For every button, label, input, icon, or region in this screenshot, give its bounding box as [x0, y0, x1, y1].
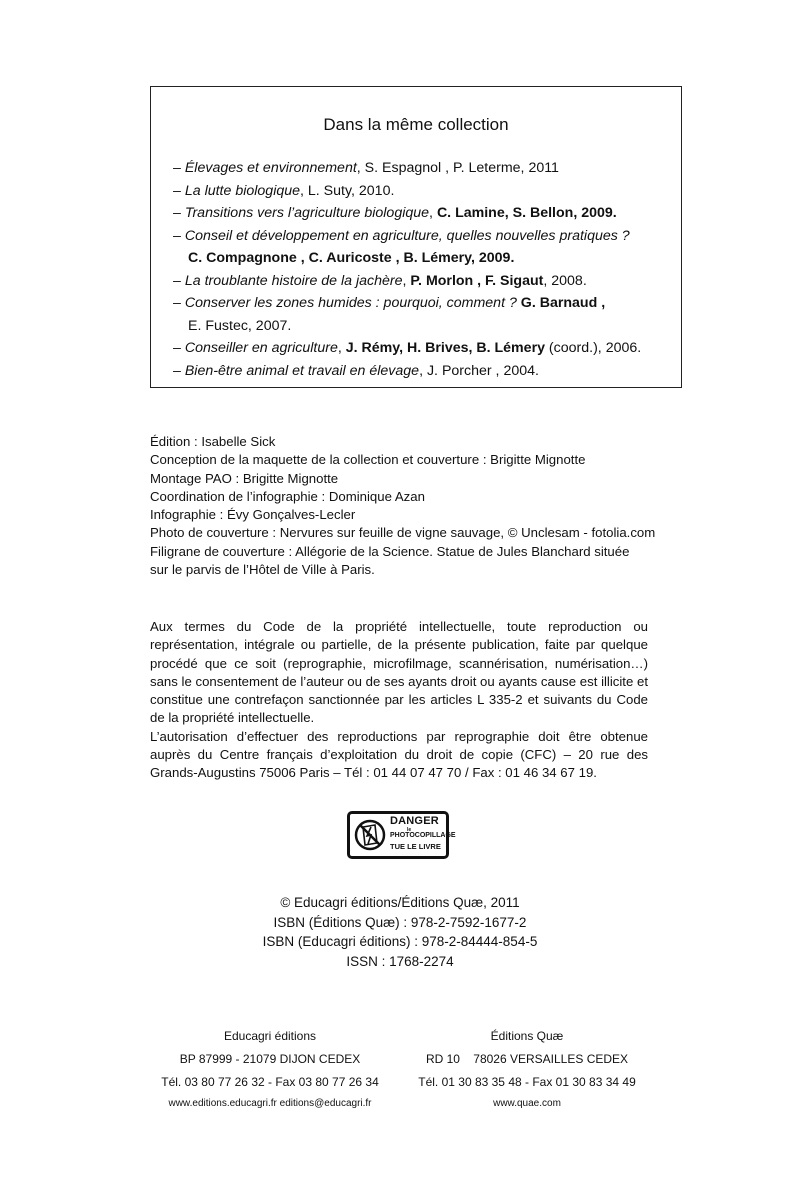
- publisher-address: BP 87999 - 21079 DIJON CEDEX: [179, 1052, 361, 1066]
- book-title: Conseiller en agriculture: [184, 340, 338, 356]
- logo-danger: DANGER: [390, 815, 439, 827]
- isbn-educagri: ISBN (Educagri éditions) : 978-2-84444-854-5: [262, 934, 538, 949]
- legal-notice: [150, 618, 648, 783]
- collection-list: [173, 157, 671, 382]
- publisher-name: Éditions Quæ: [490, 1029, 564, 1043]
- copyright-line: © Educagri éditions/Éditions Quæ, 2011: [280, 895, 520, 910]
- collection-item: – Bien-être animal et travail en élevage, J. Porcher , 2004.: [173, 362, 539, 379]
- collection-item: – Conseiller en agriculture, J. Rémy, H. Brives, B. Lémery (coord.), 2006.: [173, 340, 642, 356]
- book-title: Élevages et environnement: [184, 160, 357, 176]
- book-title: Conseil et développement en agriculture, quelles nouvelles pratiques ?: [184, 227, 630, 244]
- book-title: Bien-être animal et travail en élevage: [184, 362, 420, 379]
- book-lightning-icon: [354, 818, 386, 852]
- book-title: Transitions vers l’agriculture biologique: [184, 205, 430, 221]
- collection-box: [150, 86, 682, 388]
- collection-item: – Élevages et environnement, S. Espagnol , P. Leterme, 2011: [173, 160, 559, 176]
- book-title: Conserver les zones humides : pourquoi, comment ?: [184, 295, 517, 311]
- credit-line: Montage PAO : Brigitte Mignotte: [150, 470, 339, 486]
- publisher-educagri: [140, 1025, 400, 1111]
- issn: ISSN : 1768-2274: [346, 953, 454, 969]
- copyright-block: [230, 893, 570, 971]
- edition-credits: [150, 433, 656, 579]
- credit-line: Filigrane de couverture : Allégorie de la Science. Statue de Jules Blanchard située: [150, 543, 630, 559]
- credit-line: Infographie : Évy Gonçalves-Lecler: [150, 507, 356, 523]
- publisher-web[interactable]: www.editions.educagri.fr editions@educagri.fr: [168, 1098, 372, 1109]
- collection-item: – La lutte biologique, L. Suty, 2010.: [173, 182, 395, 199]
- publisher-phone: Tél. 01 30 83 35 48 - Fax 01 30 83 34 49: [418, 1075, 636, 1089]
- credit-line: Édition : Isabelle Sick: [150, 434, 276, 449]
- collection-item: – Transitions vers l’agriculture biologique, C. Lamine, S. Bellon, 2009.: [173, 205, 617, 221]
- credit-line: Coordination de l’infographie : Dominique Azan: [150, 488, 425, 504]
- credit-line: sur le parvis de l’Hôtel de Ville à Paris.: [150, 562, 375, 578]
- collection-item: – Conseil et développement en agriculture, quelles nouvelles pratiques ? C. Compagnone , C. Auricoste , B. Lémery, 2009.: [173, 227, 630, 266]
- collection-title: Dans la même collection: [323, 115, 509, 134]
- legal-paragraph: L’autorisation d’effectuer des reproductions par reprographie doit être obtenue auprès du Centre français d’exploitation du droit de copie (CFC) – 20 rue des Grands-Augustins 75006 Paris – Tél : 01 44 07 47 70 / Fax : 01 46 34 67 19.: [150, 728, 648, 781]
- credit-line: Photo de couverture : Nervures sur feuille de vigne sauvage, © Unclesam - fotolia.com: [150, 525, 656, 541]
- publisher-quae: [397, 1025, 657, 1111]
- photocopillage-logo: DANGER le PHOTOCOPILLAGE TUE LE LIVRE: [347, 811, 449, 859]
- book-title: La lutte biologique: [184, 182, 301, 199]
- publisher-phone: Tél. 03 80 77 26 32 - Fax 03 80 77 26 34: [161, 1075, 379, 1089]
- book-title: La troublante histoire de la jachère: [184, 272, 403, 289]
- legal-paragraph: Aux termes du Code de la propriété intellectuelle, toute reproduction ou représentation, intégrale ou partielle, de la présente publication, faite par quelque procédé que ce soit (reprographie, microfilmage, scannérisation, numérisation…) sans le consentement de l’auteur ou de ses ayants droit ou ayants cause est illicite et constitue une contrefaçon sanctionnée par les articles L 335-2 et suivants du Code de la propriété intellectuelle.: [150, 619, 648, 726]
- credit-line: Conception de la maquette de la collection et couverture : Brigitte Mignotte: [150, 452, 586, 468]
- collection-item: – Conserver les zones humides : pourquoi, comment ? G. Barnaud , E. Fustec, 2007.: [173, 295, 606, 334]
- publisher-name: Educagri éditions: [223, 1029, 317, 1043]
- isbn-quae: ISBN (Éditions Quæ) : 978-2-7592-1677-2: [273, 914, 527, 930]
- publisher-address: RD 10 78026 VERSAILLES CEDEX: [425, 1052, 629, 1066]
- publisher-web[interactable]: www.quae.com: [493, 1098, 561, 1109]
- collection-item: – La troublante histoire de la jachère, P. Morlon , F. Sigaut, 2008.: [173, 272, 587, 289]
